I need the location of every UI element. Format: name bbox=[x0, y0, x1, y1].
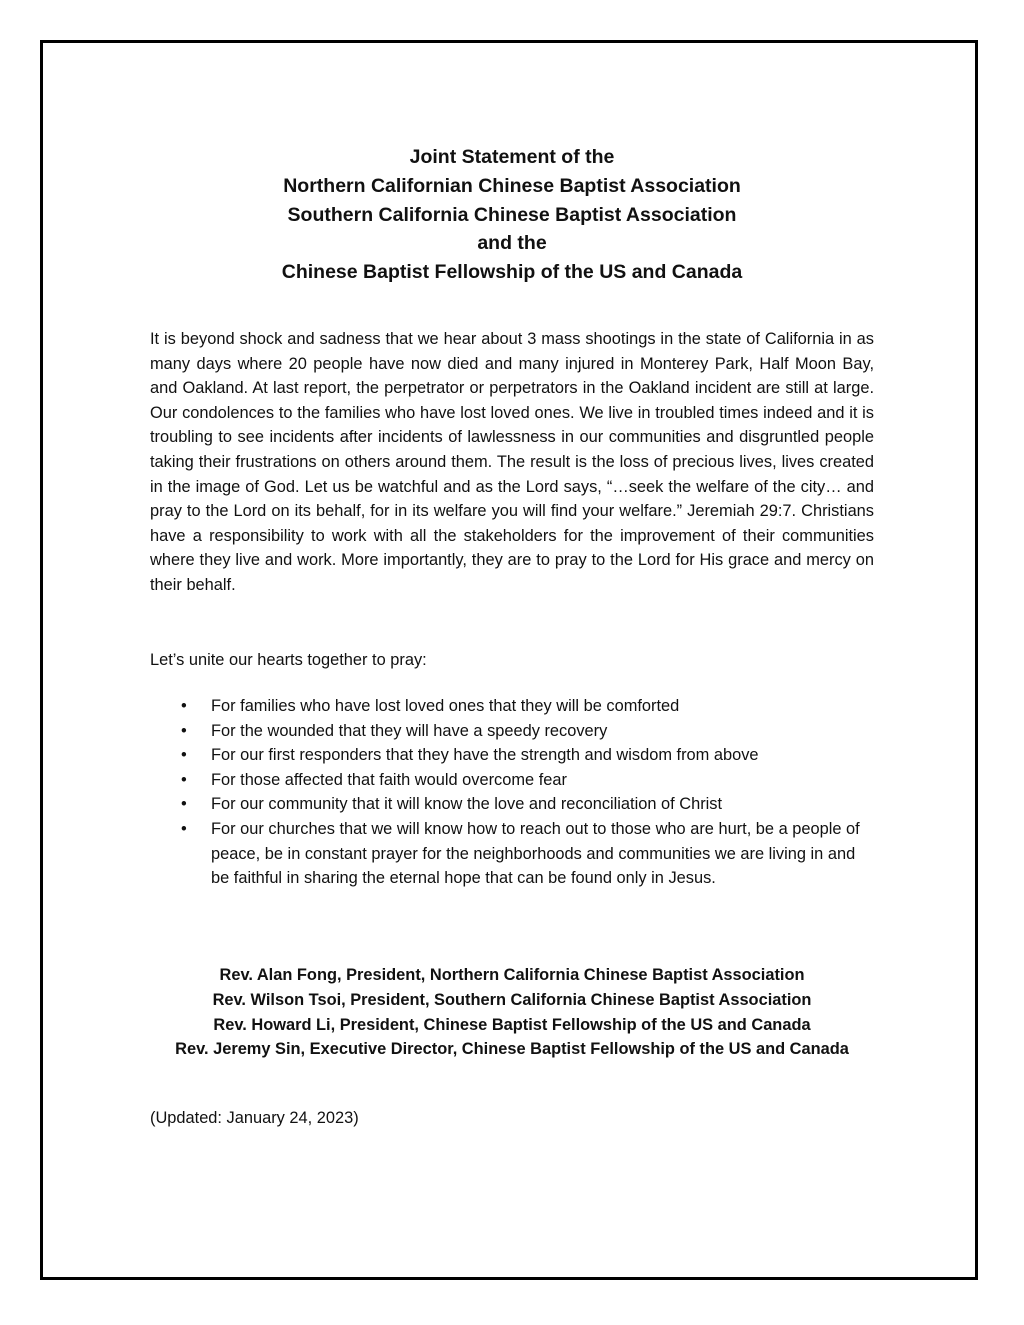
prayer-item-text: For the wounded that they will have a speedy recovery bbox=[211, 721, 608, 740]
prayer-item-text: For our community that it will know the love and reconciliation of Christ bbox=[211, 795, 723, 814]
prayer-list-item bbox=[150, 792, 874, 817]
prayer-list-item bbox=[150, 694, 874, 719]
signature-line: Rev. Wilson Tsoi, President, Southern California Chinese Baptist Association bbox=[212, 990, 812, 1009]
signature-line: Rev. Alan Fong, President, Northern California Chinese Baptist Association bbox=[219, 966, 805, 984]
title-line: Chinese Baptist Fellowship of the US and Canada bbox=[281, 261, 743, 284]
updated-date-note: (Updated: January 24, 2023) bbox=[150, 1109, 359, 1127]
prayer-list-item bbox=[150, 817, 874, 891]
bullet-icon: • bbox=[181, 721, 187, 740]
prayer-item-text: For families who have lost loved ones that they will be comforted bbox=[211, 697, 680, 715]
statement-title bbox=[140, 143, 884, 287]
bullet-icon: • bbox=[181, 770, 187, 789]
title-line: Southern California Chinese Baptist Association bbox=[287, 203, 737, 226]
bullet-icon: • bbox=[181, 819, 187, 838]
prayer-list-item bbox=[150, 719, 874, 744]
title-line: and the bbox=[477, 232, 547, 255]
prayer-list-item bbox=[150, 768, 874, 793]
prayer-list bbox=[150, 694, 874, 891]
signature-block bbox=[120, 963, 904, 1062]
statement-body-paragraph: It is beyond shock and sadness that we hear about 3 mass shootings in the state of California in as many days where 20 people have now died and many injured in Monterey Park, Half Moon Bay, and Oakland. At last report, the perpetrator or perpetrators in the Oakland incident are still at large. Our condolences to the families who have lost loved ones. We live in troubled times indeed and it is troubling to see incidents after incidents of lawlessness in our communities and disgruntled people taking their frustrations on others around them. The result is the loss of precious lives, lives created in the image of God. Let us be watchful and as the Lord says, “…seek the welfare of the city… and pray to the Lord on its behalf, for in its welfare you will find your welfare.” Jeremiah 29:7. Christians have a responsibility to work with all the stakeholders for the improvement of their communities where they live and work. More importantly, they are to pray to the Lord for His grace and mercy on their behalf. bbox=[150, 330, 874, 594]
title-line: Northern Californian Chinese Baptist Association bbox=[283, 174, 741, 197]
title-line: Joint Statement of the bbox=[409, 146, 615, 168]
signature-line: Rev. Howard Li, President, Chinese Baptist Fellowship of the US and Canada bbox=[213, 1015, 811, 1034]
prayer-item-text: For our churches that we will know how to reach out to those who are hurt, be a people of peace, be in constant prayer for the neighborhoods and communities we are living in and be faithful in sharing the eternal hope that can be found only in Jesus. bbox=[211, 819, 860, 888]
signature-line: Rev. Jeremy Sin, Executive Director, Chinese Baptist Fellowship of the US and Canada bbox=[175, 1040, 849, 1059]
bullet-icon: • bbox=[181, 746, 187, 765]
prayer-item-text: For our first responders that they have the strength and wisdom from above bbox=[211, 746, 759, 765]
prayer-intro: Let’s unite our hearts together to pray: bbox=[150, 651, 427, 669]
bullet-icon: • bbox=[181, 697, 187, 715]
bullet-icon: • bbox=[181, 795, 187, 814]
prayer-item-text: For those affected that faith would overcome fear bbox=[211, 770, 567, 789]
prayer-list-item bbox=[150, 743, 874, 768]
